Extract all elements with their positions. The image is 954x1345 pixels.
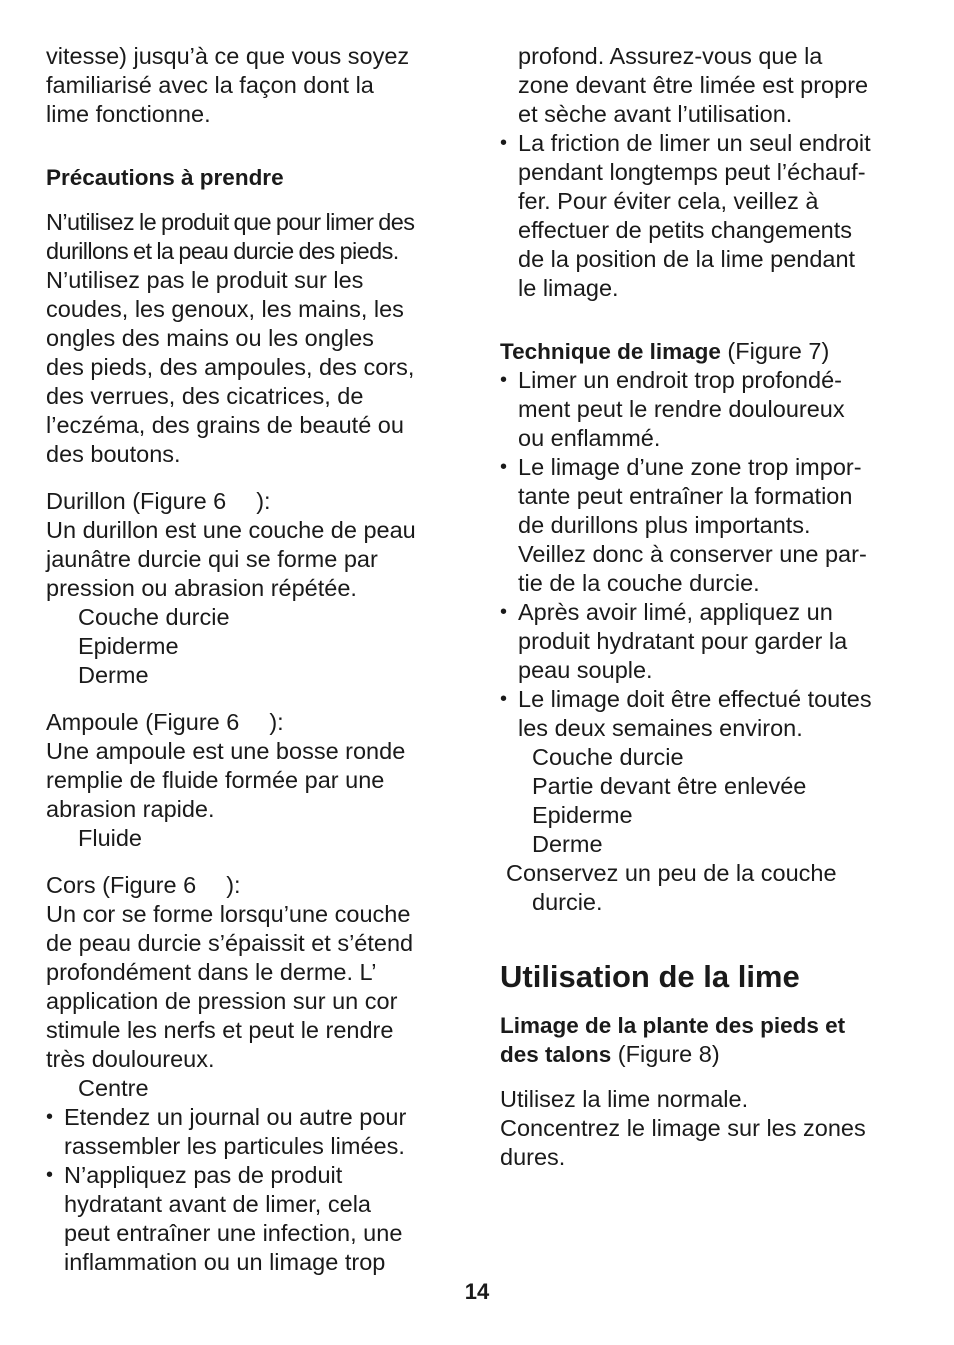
text-line: zone devant être limée est propre — [518, 72, 869, 98]
text-line: et sèche avant l’utilisation. — [518, 101, 793, 127]
text-line: l’eczéma, des grains de beauté ou — [46, 412, 404, 438]
bullet-text: effectuer de petits changements — [518, 217, 853, 243]
text-line: Utilisez la lime normale. — [500, 1086, 749, 1112]
bullet-text: rassembler les particules limées. — [64, 1133, 405, 1159]
figure-label: Epiderme — [532, 802, 633, 828]
figure-label: Couche durcie — [78, 604, 230, 630]
limage-figure-ref: (Figure 8) — [611, 1041, 720, 1067]
bullet-text: Etendez un journal ou autre pour — [64, 1104, 407, 1130]
bullet-text: Le limage d’une zone trop impor- — [518, 454, 862, 480]
text-line: des boutons. — [46, 441, 181, 467]
cors-section — [46, 871, 456, 1103]
bullet-text: Limer un endroit trop profondé- — [518, 367, 842, 393]
list-item — [500, 129, 910, 303]
bullet-text: tante peut entraîner la formation — [518, 483, 853, 509]
text-line: Un durillon est une couche de peau — [46, 517, 416, 543]
figure-label: Fluide — [78, 825, 143, 851]
bullet-text: ou enflammé. — [518, 425, 661, 451]
figure-label: Epiderme — [78, 633, 179, 659]
bullet-text: inflammation ou un limage trop — [64, 1249, 386, 1275]
bullet-text: hydratant avant de limer, cela — [64, 1191, 371, 1217]
text-line: familiarisé avec la façon dont la — [46, 72, 374, 98]
list-item — [500, 453, 910, 598]
limage-heading-line — [500, 1040, 910, 1069]
durillon-section — [46, 487, 456, 690]
technique-figure-ref: (Figure 7) — [720, 338, 830, 364]
bullet-text: de durillons plus importants. — [518, 512, 811, 538]
list-item — [500, 366, 910, 453]
text-line: Un cor se forme lorsqu’une couche — [46, 901, 411, 927]
cors-title-text: Cors (Figure 6 — [46, 872, 197, 898]
text-line: durillons et la peau durcie des pieds. — [46, 238, 399, 264]
ampoule-title-text: Ampoule (Figure 6 — [46, 709, 240, 735]
ampoule-title-end: ): — [269, 709, 284, 735]
list-item — [500, 598, 910, 685]
bullet-text: fer. Pour éviter cela, veillez à — [518, 188, 819, 214]
text-line: remplie de fluide formée par une — [46, 767, 385, 793]
precautions-paragraph — [46, 208, 456, 469]
list-item — [46, 1103, 456, 1161]
bullet-text: peut entraîner une infection, une — [64, 1220, 403, 1246]
text-line: profondément dans le derme. L’ — [46, 959, 377, 985]
technique-heading — [500, 337, 910, 366]
precautions-bullets — [46, 1103, 456, 1277]
text-line: dures. — [500, 1144, 566, 1170]
bullet-text: ment peut le rendre douloureux — [518, 396, 845, 422]
bullet-text: pendant longtemps peut l’échauf- — [518, 159, 866, 185]
cors-title-end: ): — [226, 872, 241, 898]
list-item — [46, 1161, 456, 1277]
bullet-text: produit hydratant pour garder la — [518, 628, 848, 654]
precautions-heading: Précautions à prendre — [46, 165, 284, 190]
bullet-text: les deux semaines environ. — [518, 715, 803, 741]
figure-label: Partie devant être enlevée — [532, 773, 807, 799]
bullet-text: de la position de la lime pendant — [518, 246, 856, 272]
final-paragraph — [500, 1085, 910, 1172]
ampoule-title — [46, 708, 456, 737]
ampoule-section — [46, 708, 456, 853]
text-line: coudes, les genoux, les mains, les — [46, 296, 404, 322]
text-line: de peau durcie s’épaissit et s’étend — [46, 930, 414, 956]
bullet-text: le limage. — [518, 275, 619, 301]
text-line: stimule les nerfs et peut le rendre — [46, 1017, 394, 1043]
text-line: N’utilisez pas le produit sur les — [46, 267, 364, 293]
cors-title — [46, 871, 456, 900]
bullet-text: N’appliquez pas de produit — [64, 1162, 343, 1188]
figure-label: Derme — [532, 831, 603, 857]
bullet-text: Le limage doit être effectué toutes — [518, 686, 872, 712]
limage-heading-line: Limage de la plante des pieds et — [500, 1013, 846, 1038]
technique-heading-text: Technique de limage — [500, 339, 721, 364]
bullet-text: tie de la couche durcie. — [518, 570, 760, 596]
limage-heading-text: des talons — [500, 1042, 612, 1067]
figure-note: Conservez un peu de la couche — [506, 860, 837, 886]
durillon-title-end: ): — [256, 488, 271, 514]
text-line: pression ou abrasion répétée. — [46, 575, 357, 601]
text-line: N’utilisez le produit que pour limer des — [46, 209, 415, 235]
text-line: Une ampoule est une bosse ronde — [46, 738, 406, 764]
text-line: jaunâtre durcie qui se forme par — [46, 546, 378, 572]
list-item — [500, 685, 910, 743]
text-line: application de pression sur un cor — [46, 988, 398, 1014]
figure-label: Centre — [78, 1075, 149, 1101]
text-line: vitesse) jusqu’à ce que vous soyez — [46, 43, 410, 69]
text-line: des verrues, des cicatrices, de — [46, 383, 364, 409]
limage-heading — [500, 1011, 910, 1069]
bullet-text: La friction de limer un seul endroit — [518, 130, 871, 156]
figure-note: durcie. — [532, 889, 603, 915]
text-line: Concentrez le limage sur les zones — [500, 1115, 866, 1141]
section-title: Utilisation de la lime — [500, 959, 800, 994]
durillon-title-text: Durillon (Figure 6 — [46, 488, 227, 514]
bullet-text: Veillez donc à conserver une par- — [518, 541, 867, 567]
left-column — [46, 42, 456, 1277]
text-line: profond. Assurez-vous que la — [518, 43, 823, 69]
right-column — [500, 42, 910, 1172]
text-line: très douloureux. — [46, 1046, 215, 1072]
page-number: 14 — [464, 1279, 490, 1304]
text-line: lime fonctionne. — [46, 101, 211, 127]
intro-paragraph — [46, 42, 456, 129]
technique-bullets — [500, 366, 910, 743]
text-line: des pieds, des ampoules, des cors, — [46, 354, 415, 380]
continued-paragraph — [500, 42, 910, 129]
figure-label: Derme — [78, 662, 149, 688]
bullet-text: peau souple. — [518, 657, 653, 683]
durillon-title — [46, 487, 456, 516]
bullet-text: Après avoir limé, appliquez un — [518, 599, 833, 625]
figure-label: Couche durcie — [532, 744, 684, 770]
text-line: ongles des mains ou les ongles — [46, 325, 374, 351]
friction-bullet-list — [500, 129, 910, 303]
figure-7-labels — [500, 743, 910, 917]
text-line: abrasion rapide. — [46, 796, 215, 822]
